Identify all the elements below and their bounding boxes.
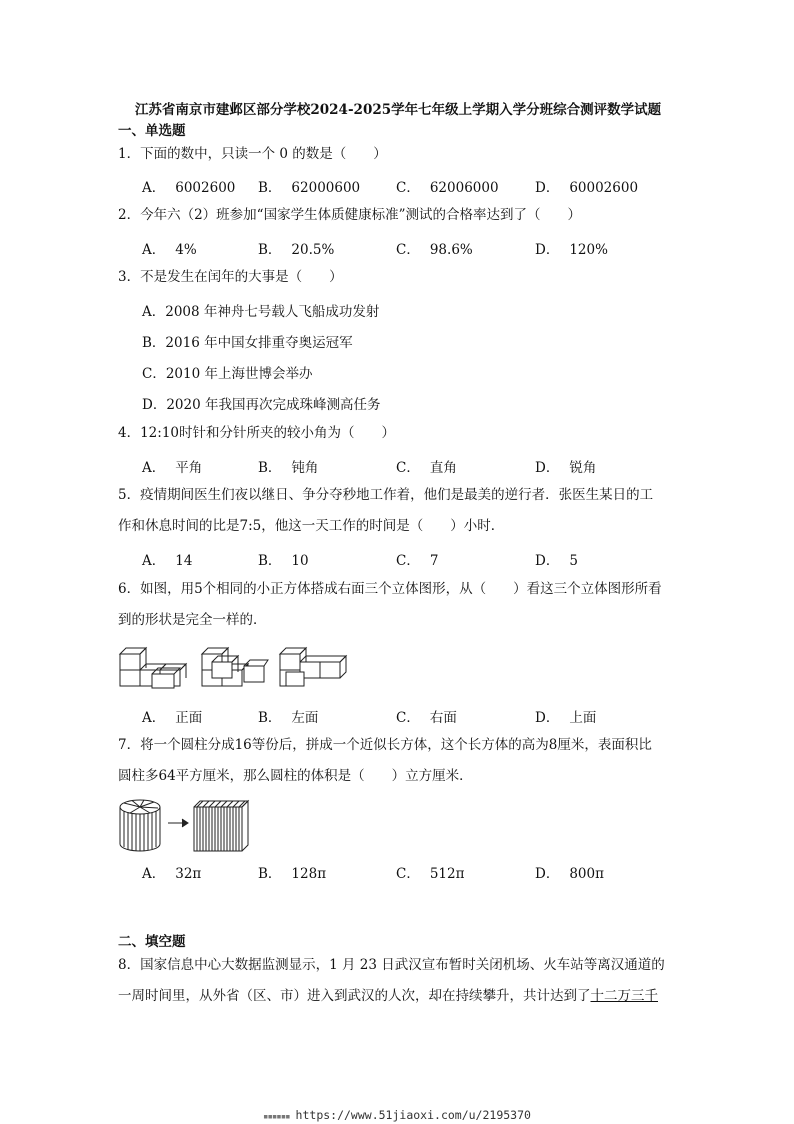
option-d: D． 60002600 [535,180,639,196]
option-a: A． 6002600 [142,180,236,196]
question-5-line-1: 5．疫情期间医生们夜以继日、争分夺秒地工作着，他们是最美的逆行者．张医生某日的工 [118,487,654,503]
option-d: D．2020 年我国再次完成珠峰测高任务 [142,397,381,413]
question-6-line-2: 到的形状是完全一样的． [118,612,267,628]
arrow-right-icon [168,819,188,827]
question-8-line-2: 一周时间里，从外省（区、市）进入到武汉的人次，却在持续攀升，共计达到了十二万三千 [118,988,658,1004]
footer-logo-mark: ▪▪▪▪▪▪ [263,1112,290,1122]
option-b: B．2016 年中国女排重夺奥运冠军 [142,335,353,351]
option-b: B． 62000600 [258,180,361,196]
option-d: D． 锐角 [535,460,597,476]
question-6-line-1: 6．如图，用5个相同的小正方体搭成右面三个立体图形，从（ ）看这三个立体图形所看 [118,581,662,597]
question-7-line-1: 7．将一个圆柱分成16等份后，拼成一个近似长方体，这个长方体的高为8厘米，表面积比 [118,737,652,753]
option-a: A． 32π [142,866,202,882]
question-2-text: 2．今年六（2）班参加“国家学生体质健康标准”测试的合格率达到了（ ） [118,207,581,223]
cylinder-to-cuboid-figure [118,797,250,855]
cube-figure-3 [280,648,346,686]
cuboid-icon [194,801,248,851]
question-8-line-1: 8．国家信息中心大数据监测显示，1 月 23 日武汉宣布暂时关闭机场、火车站等离汉通道的 [118,957,665,973]
section-heading-fill-blank: 二、填空题 [118,934,186,950]
question-5-line-2: 作和休息时间的比是7:5，他这一天工作的时间是（ ）小时． [118,518,505,534]
option-a: A． 正面 [142,710,203,726]
page-footer [0,1108,794,1122]
question-4-text: 4．12:10时针和分针所夹的较小角为（ ） [118,425,395,441]
footer-url-link[interactable]: https://www.51jiaoxi.com/u/2195370 [295,1108,531,1122]
question-3-text: 3．不是发生在闰年的大事是（ ） [118,269,343,285]
option-d: D． 800π [535,866,604,882]
option-b: B． 20.5% [258,242,335,258]
cube-figure-1 [120,648,186,688]
option-b: B． 10 [258,553,309,569]
option-a: A．2008 年神舟七号载人飞船成功发射 [142,304,380,320]
option-c: C． 62006000 [396,180,499,196]
option-c: C． 98.6% [396,242,473,258]
underlined-answer-text: 十二万三千 [590,988,658,1004]
option-a: A． 14 [142,553,193,569]
cube-figure-2 [202,648,268,686]
option-c: C． 右面 [396,710,457,726]
cube-figures [118,640,350,690]
option-c: C． 512π [396,866,465,882]
question-4-options [142,456,682,476]
option-d: D． 上面 [535,710,597,726]
question-6-options [142,706,682,726]
question-1-text: 1．下面的数中，只读一个 0 的数是（ ） [118,146,387,162]
question-5-options [142,549,682,569]
question-7-line-2: 圆柱多64平方厘米，那么圆柱的体积是（ ）立方厘米． [118,768,473,784]
option-d: D． 5 [535,553,578,569]
option-d: D． 120% [535,242,608,258]
option-c: C．2010 年上海世博会举办 [142,366,313,382]
option-b: B． 钝角 [258,460,319,476]
option-a: A． 平角 [142,460,203,476]
cylinder-icon [120,800,160,851]
option-c: C． 直角 [396,460,457,476]
question-2-options [142,238,682,258]
section-heading-single-choice: 一、单选题 [118,123,186,139]
document-title: 江苏省南京市建邺区部分学校2024-2025学年七年级上学期入学分班综合测评数学试题 [134,102,662,118]
question-1-options [142,176,682,196]
question-7-options [142,862,682,882]
option-c: C． 7 [396,553,439,569]
option-a: A． 4% [142,242,197,258]
option-b: B． 左面 [258,710,319,726]
option-b: B． 128π [258,866,327,882]
